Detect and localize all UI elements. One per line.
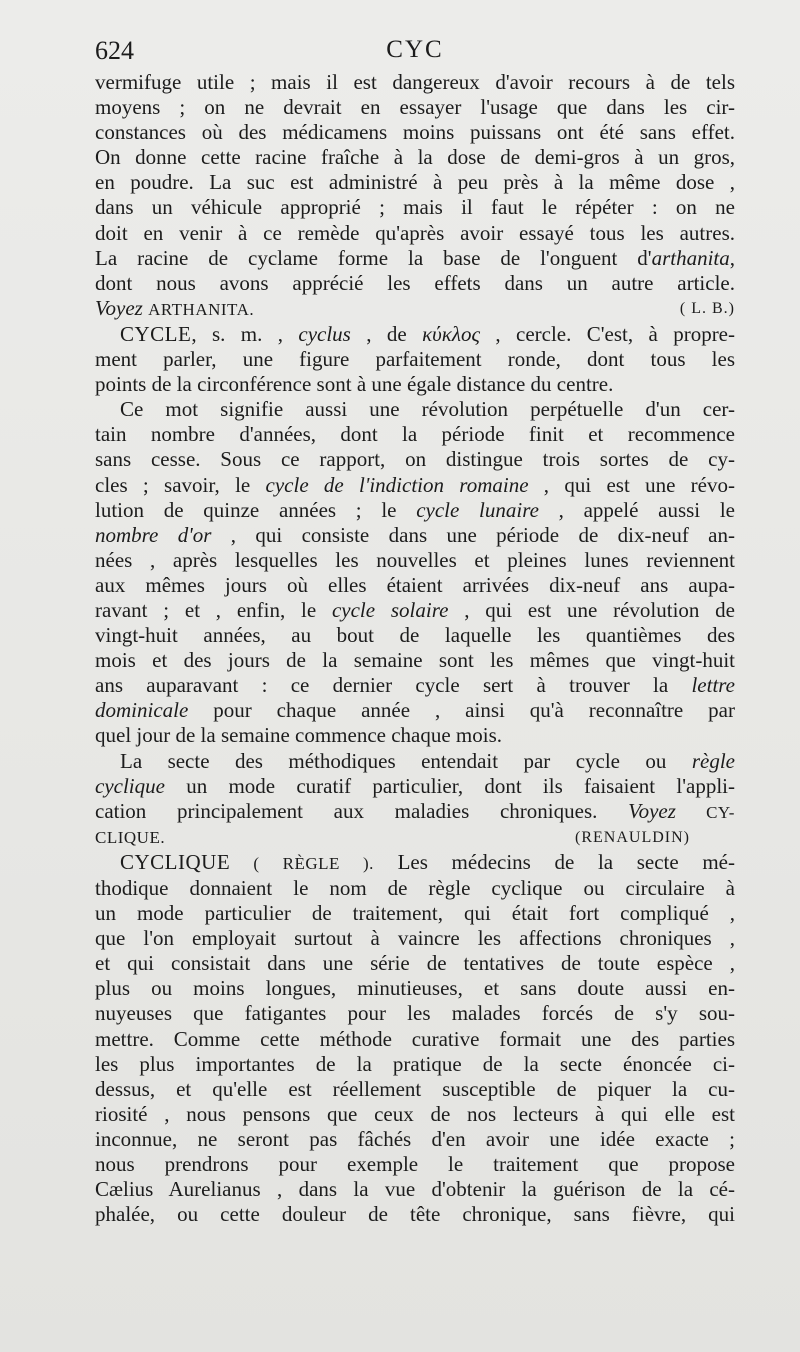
entry-headword: CYCLE [120, 321, 192, 346]
text-line: mois et des jours de la semaine sont les mêmes que vingt-huit [95, 648, 735, 673]
author-signature: ( L. B.) [679, 299, 735, 317]
text-line: aux mêmes jours où elles étaient arrivées dix-neuf ans aupa- [95, 572, 735, 597]
page-header [95, 36, 735, 66]
paragraph-la-secte [95, 749, 735, 774]
text-line: vermifuge utile ; mais il est dangereux d'avoir recours à de tels [95, 70, 735, 94]
text-line: nombre d'or , qui consiste dans une période de dix-neuf an- [95, 522, 735, 547]
text-line: que l'on employait surtout à vaincre les affections chroniques , [95, 926, 735, 951]
text-line: plus ou moins longues, minutieuses, et sans doute aussi en- [95, 976, 735, 1001]
paragraph-cyclame-end [95, 70, 735, 322]
paragraph-ce-mot [95, 397, 735, 422]
text-line: et qui consistait dans une série de tentatives de toute espèce , [95, 951, 735, 976]
text-line: CYCLE, s. m. , cyclus , de κύκλος , cercle. C'est, à propre- [120, 321, 735, 346]
text-line: nées , après lesquelles les nouvelles et pleines lunes reviennent [95, 547, 735, 572]
text-line: doit en venir à ce remède qu'après avoir essayé tous les autres. [95, 220, 735, 245]
text-line: thodique donnaient le nom de règle cyclique ou circulaire à [95, 876, 735, 900]
text-line: nous prendrons pour exemple le traitement que propose [95, 1152, 735, 1177]
text-line: dans un véhicule approprié ; mais il faut le répéter : on ne [95, 195, 735, 220]
text-line: ravant ; et , enfin, le cycle solaire , qui est une révolution de [95, 597, 735, 622]
text-line: points de la circonférence sont à une égale distance du centre. [95, 372, 614, 397]
text-line: dont nous avons apprécié les effets dans un autre article. [95, 270, 735, 295]
author-signature: (RENAULDIN) [575, 828, 690, 846]
text-line: La racine de cyclame forme la base de l'onguent d'arthanita, [95, 245, 735, 270]
voyez-label: Voyez [95, 295, 143, 320]
entry-cyclique [95, 850, 735, 876]
text-line: cyclique un mode curatif particulier, dont ils faisaient l'appli- [95, 773, 735, 798]
cross-reference-line [95, 825, 735, 850]
text-line: constances où des médicamens moins puissans ont été sans effet. [95, 120, 735, 145]
text-line: On donne cette racine fraîche à la dose de demi-gros à un gros, [95, 145, 735, 170]
term-italic: arthanita [651, 245, 730, 270]
text-line: phalée, ou cette douleur de tête chronique, sans fièvre, qui [95, 1202, 735, 1227]
text-line: nuyeuses que fatigantes pour les malades forcés de s'y sou- [95, 1001, 735, 1026]
text-line: CYCLIQUE ( RÈGLE ). Les médecins de la secte mé- [120, 849, 735, 874]
text-line: cles ; savoir, le cycle de l'indiction romaine , qui est une révo- [95, 472, 735, 497]
text-body [95, 70, 735, 1227]
text-line: dominicale pour chaque année , ainsi qu'à reconnaître par [95, 698, 735, 723]
text-line: mettre. Comme cette méthode curative formait une des parties [95, 1026, 735, 1051]
text-line: ans auparavant : ce dernier cycle sert à trouver la lettre [95, 673, 735, 698]
text-line: inconnue, ne seront pas fâchés d'en avoir une idée exacte ; [95, 1126, 735, 1151]
text-line: ment parler, une figure parfaitement ronde, dont tous les [95, 347, 735, 372]
text-line: tain nombre d'années, dont la période finit et recommence [95, 422, 735, 447]
text-line: quel jour de la semaine commence chaque mois. [95, 723, 503, 748]
entry-headword: CYCLIQUE [120, 849, 231, 874]
text-line: moyens ; on ne devrait en essayer l'usage que dans les cir- [95, 95, 735, 120]
text-line: sans cesse. Sous ce rapport, on distingue trois sortes de cy- [95, 447, 735, 472]
running-head: CYC [386, 36, 444, 63]
text-line: La secte des méthodiques entendait par cycle ou règle [120, 748, 735, 773]
text-line: vingt-huit années, au bout de laquelle les quantièmes des [95, 623, 735, 648]
page-number: 624 [95, 36, 134, 65]
text-line: Cælius Aurelianus , dans la vue d'obtenir la guérison de la cé- [95, 1177, 735, 1202]
text-line: riosité , nous pensons que ceux de nos lecteurs à qui elle est [95, 1101, 735, 1126]
greek-word: κύκλος [422, 321, 480, 346]
text-line: lution de quinze années ; le cycle lunaire , appelé aussi le [95, 497, 735, 522]
cross-reference: CLIQUE. [95, 827, 166, 847]
text-line: en poudre. La suc est administré à peu près à la même dose , [95, 170, 735, 195]
text-line: Ce mot signifie aussi une révolution perpétuelle d'un cer- [120, 397, 735, 422]
entry-cycle [95, 322, 735, 347]
text-line: un mode particulier de traitement, qui était fort compliqué , [95, 901, 735, 926]
text-line: les plus importantes de la pratique de la secte énoncée ci- [95, 1051, 735, 1076]
cross-reference: ARTHANITA. [148, 299, 255, 319]
text-line: cation principalement aux maladies chroniques. Voyez CY- [95, 798, 735, 823]
cross-reference-line [95, 296, 735, 322]
text-line: dessus, et qu'elle est réellement susceptible de piquer la cu- [95, 1076, 735, 1101]
